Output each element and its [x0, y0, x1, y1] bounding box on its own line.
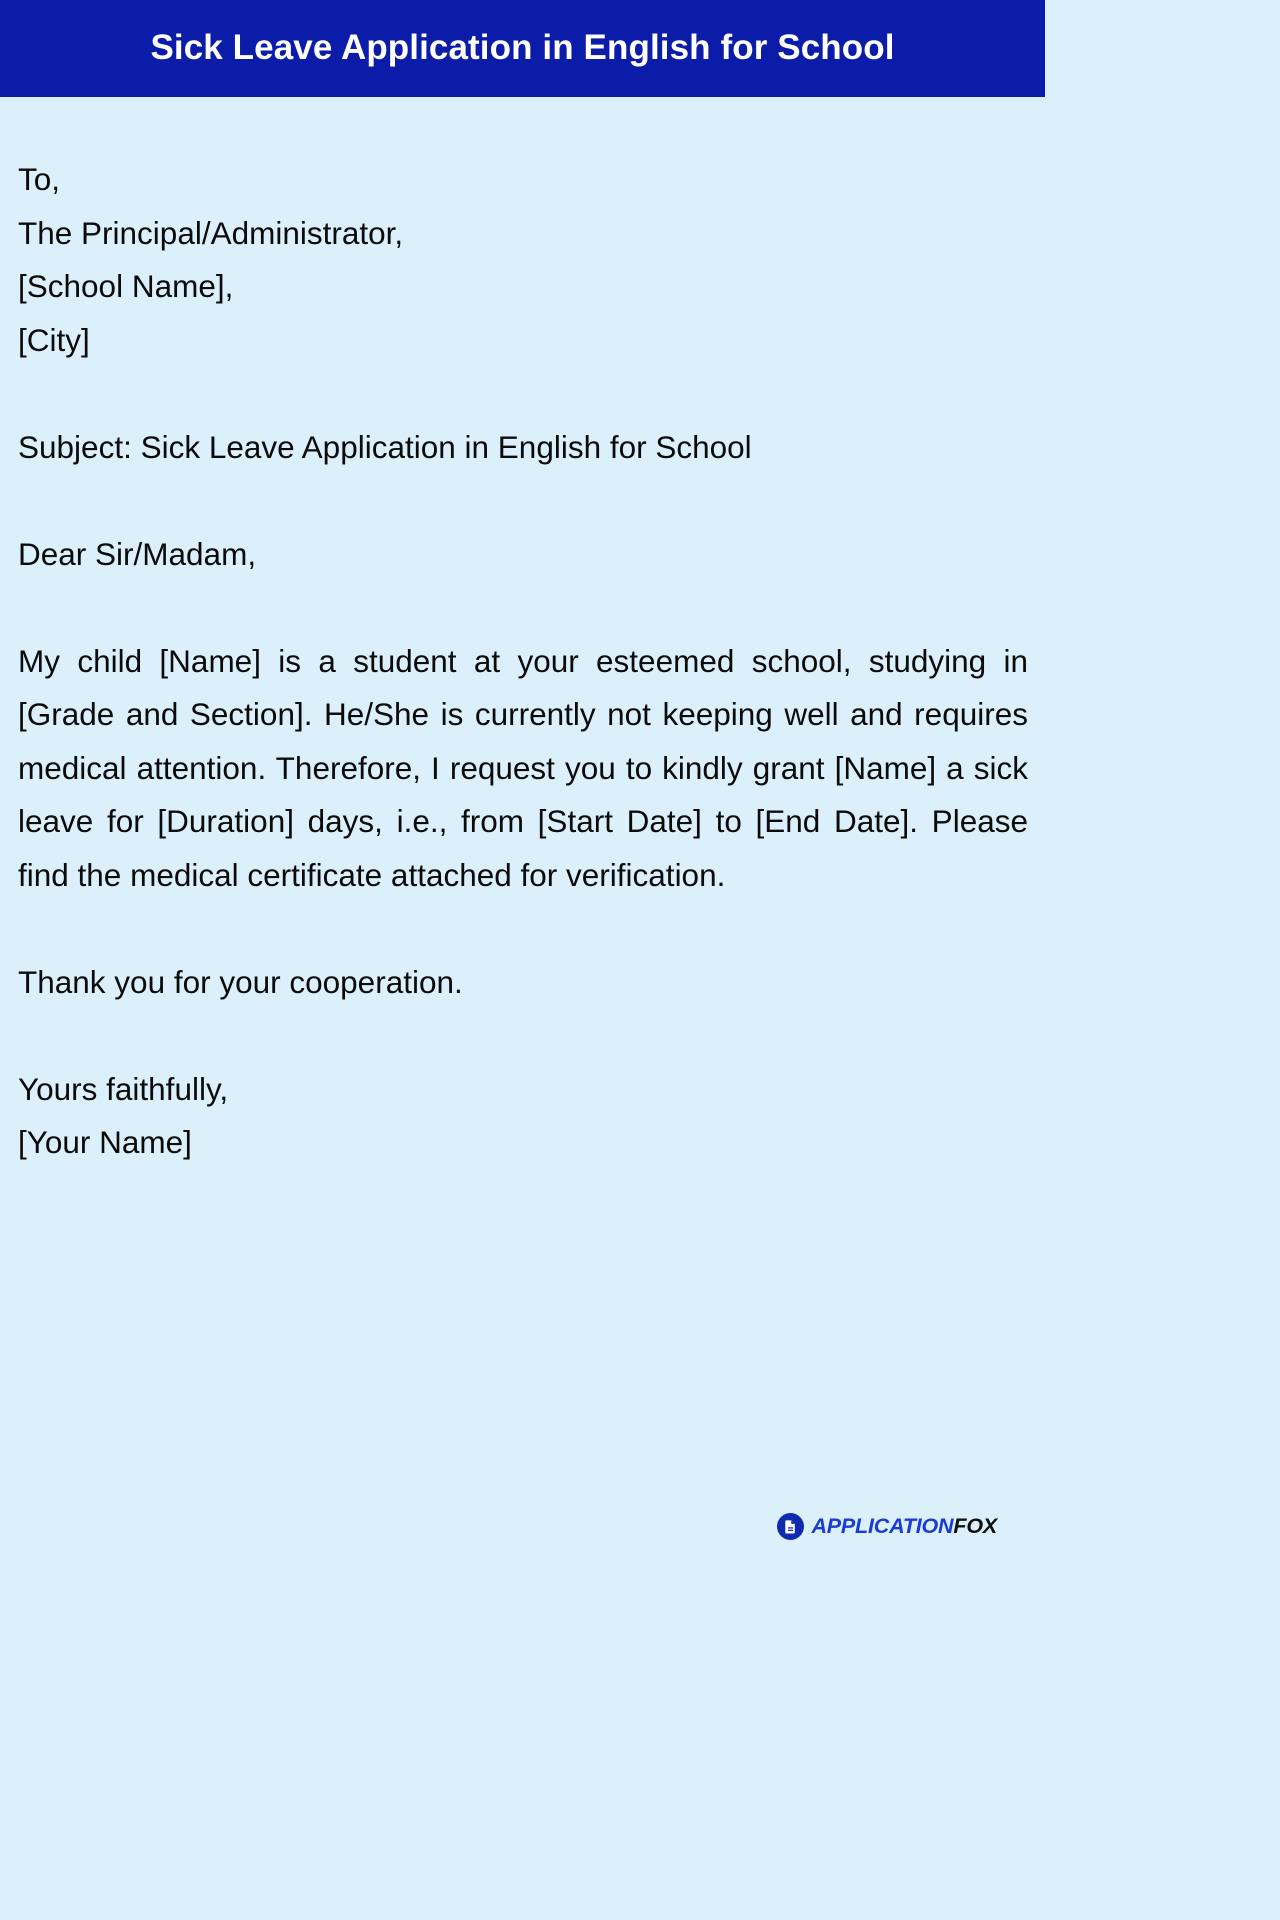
recipient-address-block	[18, 153, 1028, 367]
signature-block	[18, 1063, 1028, 1170]
spacer-after-thanks	[18, 1009, 1028, 1063]
letter-content	[18, 153, 1028, 1170]
brand-name-primary: APPLICATION	[811, 1513, 954, 1538]
header-banner	[0, 0, 1045, 97]
subject-line: Subject: Sick Leave Application in English for School	[18, 428, 752, 465]
recipient-line-city: [City]	[18, 321, 90, 358]
signature-name: [Your Name]	[18, 1124, 192, 1160]
spacer-after-body	[18, 902, 1028, 956]
brand-name-secondary: FOX	[953, 1513, 997, 1538]
page-title: Sick Leave Application in English for School	[150, 28, 895, 68]
document-icon	[777, 1513, 804, 1540]
body-paragraph: My child [Name] is a student at your esteemed school, studying in [Grade and Section]. He/She is currently not keeping well and requires medical attention. Therefore, I request you to kindly grant [Name] a sick leave for [Duration] days, i.e., from [Start Date] to [End Date]. Please find the medical certificate attached for verification.	[18, 642, 1028, 893]
thanks-line: Thank you for your cooperation.	[18, 963, 463, 1000]
closing-line: Yours faithfully,	[18, 1070, 229, 1107]
letter-body	[0, 97, 1045, 1568]
recipient-line-to: To,	[18, 161, 61, 197]
recipient-line-school: [School Name],	[18, 268, 234, 304]
recipient-line-designation: The Principal/Administrator,	[18, 214, 404, 251]
spacer-after-address	[18, 367, 1028, 421]
footer-brand-logo	[777, 1513, 997, 1540]
spacer-after-subject	[18, 474, 1028, 528]
brand-wordmark	[811, 1513, 997, 1538]
spacer-after-salutation	[18, 581, 1028, 635]
salutation-line: Dear Sir/Madam,	[18, 535, 257, 572]
